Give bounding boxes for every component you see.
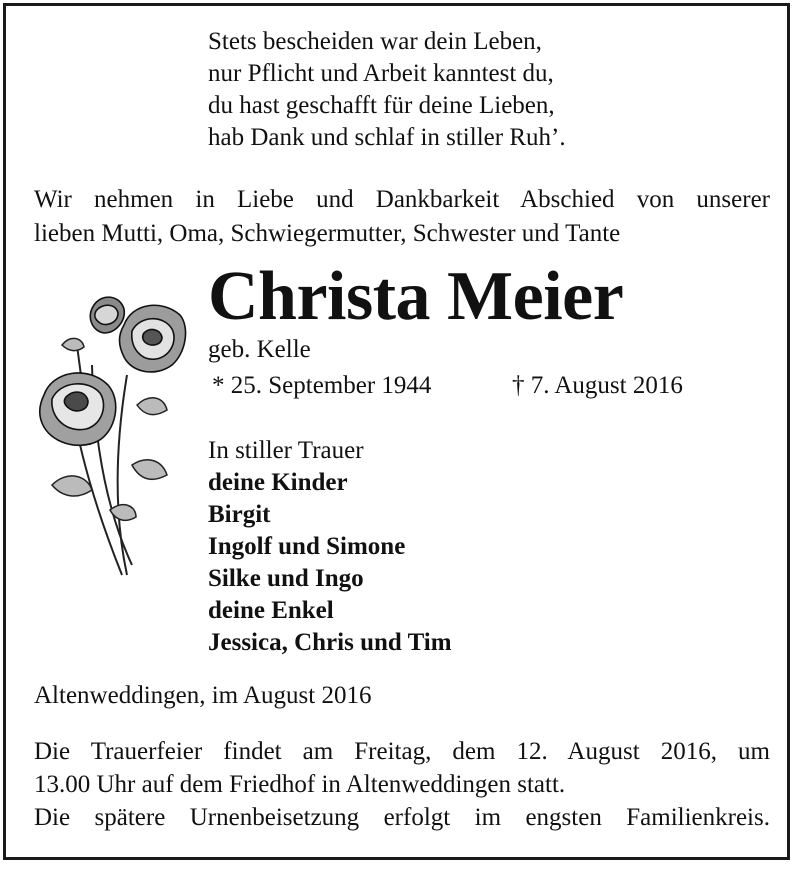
verse-line: nur Pflicht und Arbeit kanntest du, [208,60,554,87]
verse-line: du hast geschafft für deine Lieben, [208,92,555,119]
mourner-line: deine Kinder [208,469,348,496]
intro-line: lieben Mutti, Oma, Schwiegermutter, Schwester und Tante [34,220,621,247]
place-date: Altenweddingen, im August 2016 [34,682,372,709]
verse-line: Stets bescheiden war dein Leben, [208,28,542,55]
mourner-line: Silke und Ingo [208,565,364,592]
deceased-name: Christa Meier [208,258,624,335]
mourner-line: Ingolf und Simone [208,533,406,560]
maiden-name: geb. Kelle [208,336,311,363]
notice-line: Die Trauerfeier findet am Freitag, dem 12. August 2016, um [34,738,770,765]
notice-line: Die spätere Urnenbeisetzung erfolgt im engsten Familienkreis. [34,804,770,831]
mourner-line: Jessica, Chris und Tim [208,629,452,656]
notice-line: 13.00 Uhr auf dem Friedhof in Altenweddingen statt. [34,771,566,798]
verse-line: hab Dank und schlaf in stiller Ruh’. [208,124,566,151]
mourner-line: deine Enkel [208,597,334,624]
memorial-verse [208,26,566,154]
birth-date: * 25. September 1944 [212,372,432,399]
mourners-heading: In stiller Trauer [208,437,364,464]
mourner-line: Birgit [208,501,271,528]
death-date: † 7. August 2016 [512,372,683,399]
funeral-notice [34,735,770,834]
farewell-intro [34,183,770,251]
intro-line: Wir nehmen in Liebe und Dankbarkeit Abschied von unserer [34,186,770,213]
mourners-block [208,435,452,659]
roses-illustration-icon [32,285,192,585]
